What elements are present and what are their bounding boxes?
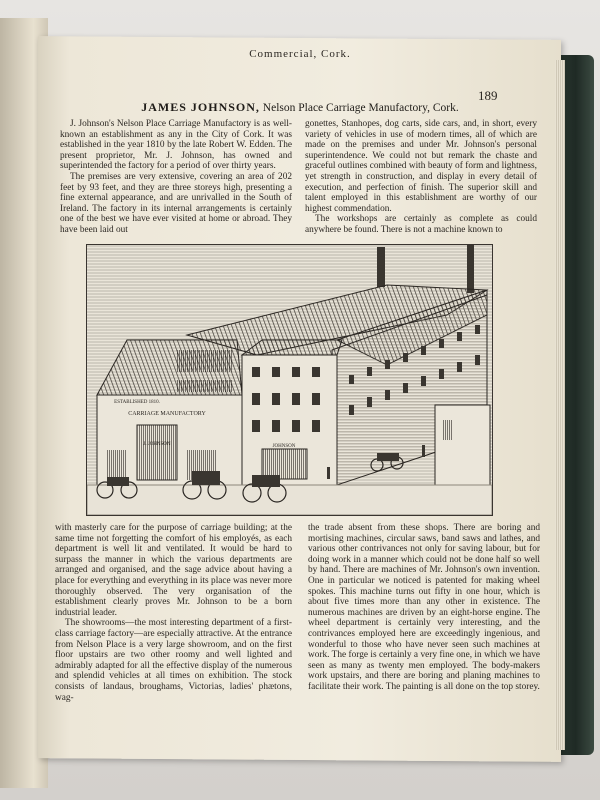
paragraph: J. Johnson's Nelson Place Carriage Manufactory is as well-known an establishment as any in the City of Cork. It was established in the year 1810 by the late Robert W. Edden. The present proprietor, Mr. J. Johnson, has owned and superintended the factory for a period of over thirty years. <box>60 119 292 172</box>
article-title <box>60 100 540 115</box>
column-top-right <box>305 119 537 236</box>
paragraph: with masterly care for the purpose of carriage building; at the same time not forgetting the comfort of his employés, as each department is well lit and ventilated. It would be hard to surpass the manner in which the various departments are arranged and organised, and the sage advice about having a place for everything and everything in its place was never more thoroughly observed. The very organisation of the establishment clearly proves Mr. Johnson to be a born industrial leader. <box>55 523 292 618</box>
paragraph: gonettes, Stanhopes, dog carts, side cars, and, in short, every variety of vehicles in use of modern times, all of which are made on the premises and under Mr. Johnson's personal superintendence. We could not but remark the chaste and graceful outlines combined with beauty of form and lightness, yet strength in construction, and display in every detail of execution, and perfection of finish. The superior skill and talent employed in this establishment are worthy of our highest commendation. <box>305 119 537 214</box>
page-number: 189 <box>478 88 498 103</box>
factory-engraving <box>86 244 493 516</box>
paragraph: The workshops are certainly as complete as could anywhere be found. There is not a machine known to <box>305 214 537 235</box>
page-stack-edge <box>555 60 565 750</box>
running-head: Commercial, Cork. <box>249 48 351 60</box>
sign-johnson-small: JOHNSON <box>272 444 296 449</box>
column-top-left <box>60 119 292 236</box>
sign-established: ESTABLISHED 1810. <box>114 400 160 405</box>
paragraph: the trade absent from these shops. There are boring and mortising machines, circular saws, band saws and lathes, and various other contrivances not only for saving labour, but for doing work in a manner which could not be done half so well by hand. There are machines of Mr. Johnson's own invention. One in particular we noticed is patented for making wheel spokes. This machine turns out fifty in one hour, which is about five times more than any other in existence. The numerous machines are driven by an eight-horse engine. The wheel department is certainly very interesting, and the contrivances employed here are exceedingly ingenious, and wonderful to those who have never seen such machines at work. The forge is certainly a very fine one, in which we have seen as many as twenty men employed. The body-makers work upstairs, and there are boring and planing machines to facilitate their work. The painting is all done on the top storey. <box>308 523 540 692</box>
article-title-name: JAMES JOHNSON, <box>141 100 260 114</box>
column-bottom-left <box>55 523 292 703</box>
column-bottom-right <box>308 523 540 693</box>
paragraph: The premises are very extensive, covering an area of 202 feet by 93 feet, and they are three storeys high, presenting a fine external appearance, and are unrivalled in the South of Ireland. The factory in its internal arrangements is certainly one of the best we have ever visited at home or abroad. They have been laid out <box>60 171 292 235</box>
paragraph: The showrooms—the most interesting department of a first-class carriage factory—are especially attractive. At the entrance from Nelson Place is a very large showroom, and on the first floor upstairs are two other roomy and well lighted and admirably adapted for all the effective display of the numerous and splendid vehicles at all times on exhibition. The stock consists of landaus, broughams, Victorias, ladies' phætons, wag- <box>55 618 292 703</box>
sign-j-johnson: J. JOHNSON <box>143 442 171 447</box>
sign-carriage-manufactory: CARRIAGE MANUFACTORY <box>128 411 206 417</box>
article-title-rest: Nelson Place Carriage Manufactory, Cork. <box>262 102 459 114</box>
factory-illustration <box>87 245 492 515</box>
